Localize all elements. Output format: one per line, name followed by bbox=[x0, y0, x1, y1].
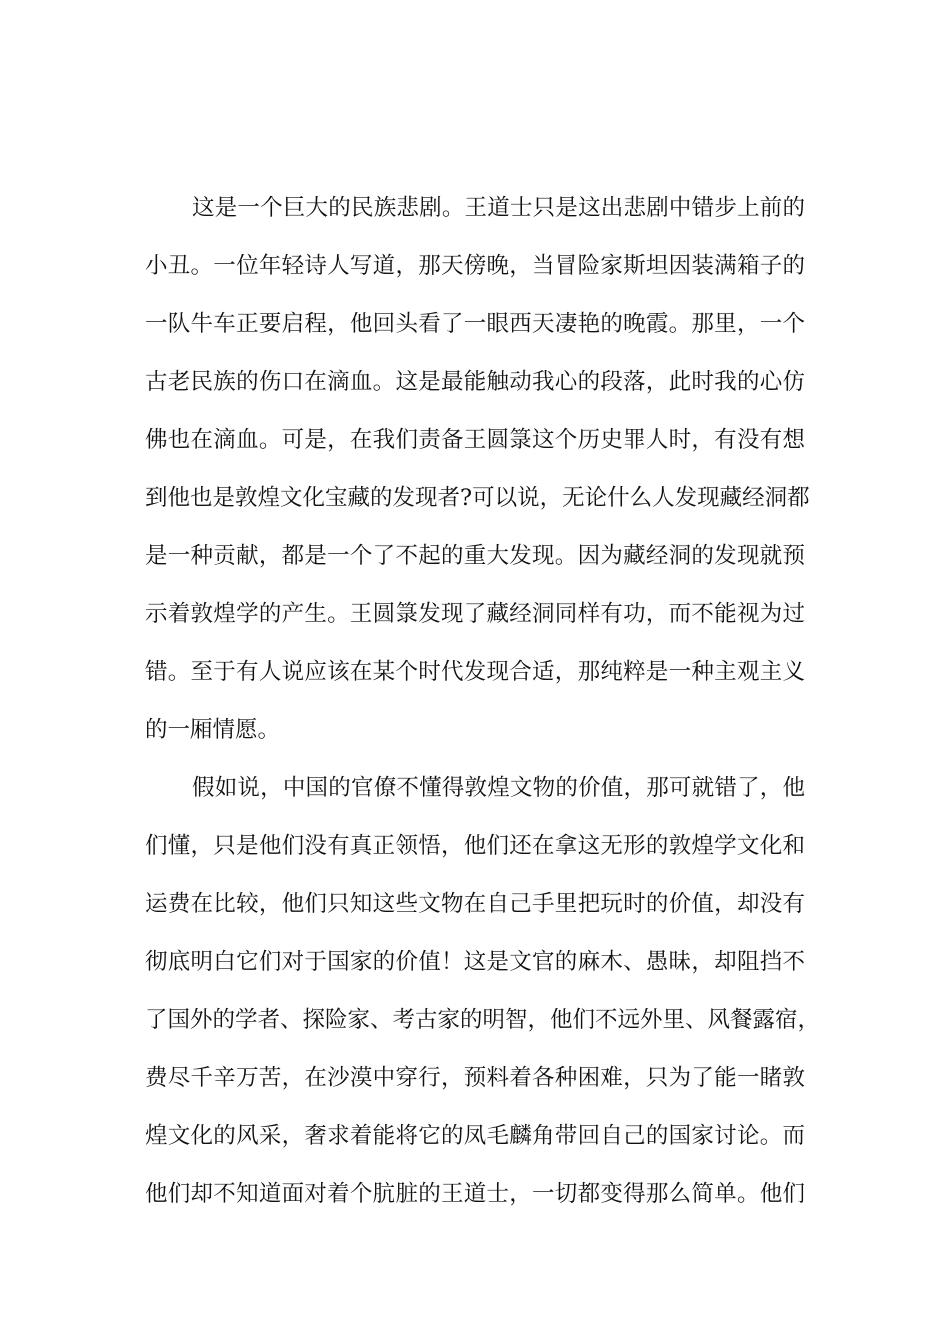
text-line: 运费在比较，他们只知这些文物在自己手里把玩时的价值，却没有 bbox=[145, 891, 805, 917]
text-line: 到他也是敦煌文化宝藏的发现者?可以说，无论什么人发现藏经洞都 bbox=[145, 485, 810, 511]
text-line: 煌文化的风采，奢求着能将它的凤毛麟角带回自己的国家讨论。而 bbox=[145, 1123, 805, 1149]
text-line: 假如说，中国的官僚不懂得敦煌文物的价值，那可就错了，他 bbox=[192, 775, 805, 801]
text-line: 古老民族的伤口在滴血。这是最能触动我心的段落，此时我的心仿 bbox=[145, 369, 805, 395]
text-line: 费尽千辛万苦，在沙漠中穿行，预料着各种困难，只为了能一睹敦 bbox=[145, 1065, 805, 1091]
text-line: 这是一个巨大的民族悲剧。王道士只是这出悲剧中错步上前的 bbox=[192, 195, 805, 221]
text-line: 彻底明白它们对于国家的价值！这是文官的麻木、愚昧，却阻挡不 bbox=[145, 949, 805, 975]
text-line: 们懂，只是他们没有真正领悟，他们还在拿这无形的敦煌学文化和 bbox=[145, 833, 805, 859]
text-line: 一队牛车正要启程，他回头看了一眼西天凄艳的晚霞。那里，一个 bbox=[145, 311, 805, 337]
text-line: 佛也在滴血。可是，在我们责备王圆箓这个历史罪人时，有没有想 bbox=[145, 427, 805, 453]
text-line: 错。至于有人说应该在某个时代发现合适，那纯粹是一种主观主义 bbox=[145, 659, 805, 685]
text-line: 是一种贡献，都是一个了不起的重大发现。因为藏经洞的发现就预 bbox=[145, 543, 805, 569]
text-line: 的一厢情愿。 bbox=[145, 717, 281, 743]
text-line: 小丑。一位年轻诗人写道，那天傍晚，当冒险家斯坦因装满箱子的 bbox=[145, 253, 805, 279]
text-line: 示着敦煌学的产生。王圆箓发现了藏经洞同样有功，而不能视为过 bbox=[145, 601, 805, 627]
text-line: 他们却不知道面对着个肮脏的王道士，一切都变得那么简单。他们 bbox=[145, 1181, 805, 1207]
text-line: 了国外的学者、探险家、考古家的明智，他们不远外里、风餐露宿， bbox=[145, 1007, 821, 1033]
